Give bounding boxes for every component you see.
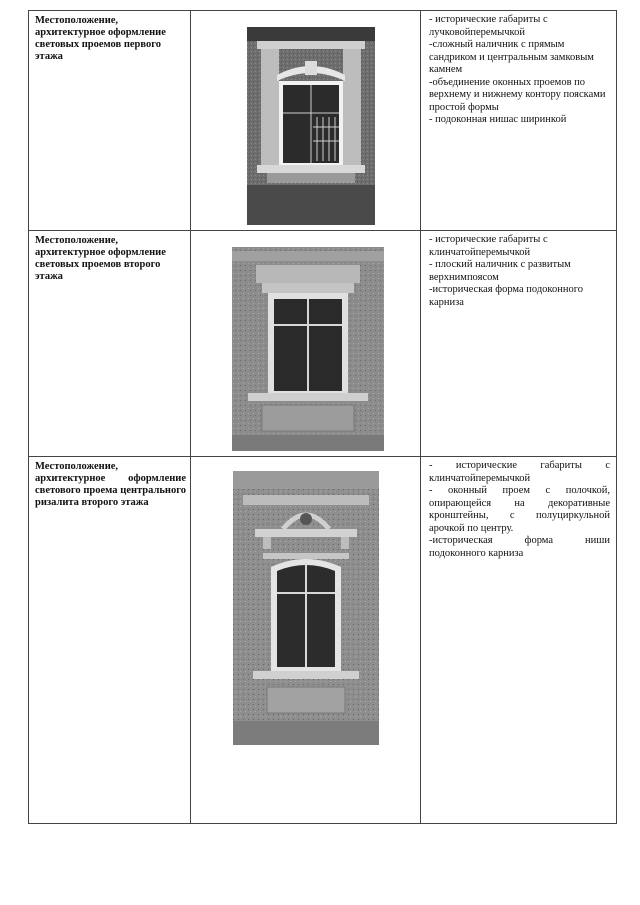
row-label: Местоположение, архитектурное оформление световых проемов первого этажа	[35, 15, 166, 62]
row-label-cell	[29, 231, 191, 457]
photo-cell	[191, 231, 421, 457]
description-list	[421, 457, 616, 560]
description-item: - исторические габариты с клинчатойперемычкой	[429, 460, 610, 484]
description-cell	[421, 457, 617, 824]
window-photo-first-floor	[247, 27, 375, 225]
table-row	[29, 457, 617, 824]
description-item: -историческая форма подоконного карниза	[429, 284, 584, 308]
row-label: Местоположение, архитектурное оформление светового проема центрального ризалита второго этажа	[35, 461, 186, 508]
architecture-table	[28, 10, 617, 824]
row-label: Местоположение, архитектурное оформление световых проемов второго этажа	[35, 235, 166, 282]
description-item: - исторические габариты с лучковойперемычкой	[429, 14, 548, 38]
description-list	[421, 231, 616, 309]
description-cell	[421, 11, 617, 231]
window-photo-second-floor	[232, 247, 384, 451]
table-row	[29, 11, 617, 231]
description-item: - подоконная нишас ширинкой	[429, 114, 567, 125]
row-label-cell	[29, 457, 191, 824]
description-item: - оконный проем с полочкой, опирающейся на декоративные кронштейны, с полуциркульной арочкой по центру.	[429, 485, 610, 534]
table-row	[29, 231, 617, 457]
description-item: - плоский наличник с развитым верхнимпоясом	[429, 259, 571, 283]
row-label-cell	[29, 11, 191, 231]
photo-cell	[191, 11, 421, 231]
window-photo-central-risalit	[233, 471, 379, 745]
photo-cell	[191, 457, 421, 824]
description-item: -историческая форма ниши подоконного карниза	[429, 535, 610, 559]
description-item: - исторические габариты с клинчатойперемычкой	[429, 234, 548, 258]
description-item: -объединение оконных проемов по верхнему и нижнему контору поясками простой формы	[429, 76, 606, 113]
description-item: -сложный наличник с прямым сандриком и центральным замковым камнем	[429, 39, 594, 75]
description-cell	[421, 231, 617, 457]
description-list	[421, 11, 616, 127]
